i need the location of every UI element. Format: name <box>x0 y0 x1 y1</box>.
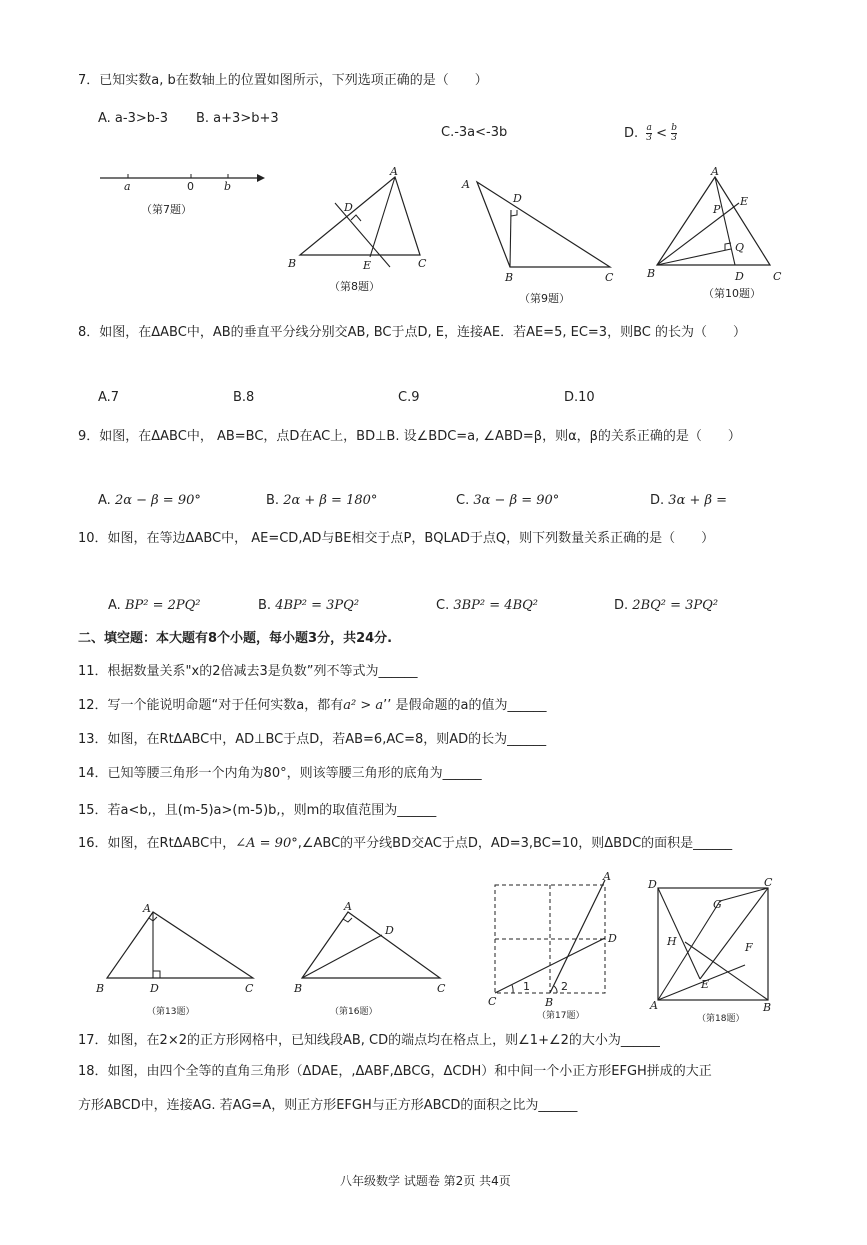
q9-option-b-expr: 2α + β = 180° <box>283 493 378 508</box>
page-footer: 八年级数学 试题卷 第2页 共4页 <box>340 1174 511 1188</box>
fig17-label-b: B <box>545 996 554 1009</box>
q8-option-d: D.10 <box>564 390 595 405</box>
fig16-label-d: D <box>385 924 394 937</box>
fig13-label-d: D <box>150 982 159 995</box>
fig9-label-c: C <box>605 271 614 284</box>
q16-expr: ∠A = 90° <box>235 836 298 851</box>
q16-post: ,∠ABC的平分线BD交AC于点D，AD=3,BC=10，则ΔBDC的面积是______ <box>297 836 733 851</box>
fig13-caption: （第13题） <box>147 1007 195 1017</box>
q8-stem: 8．如图，在ΔABC中，AB的垂直平分线分别交AB, BC于点D, E，连接AE．若AE=5, EC=3，则BC 的长为（ ） <box>78 325 746 340</box>
fig13-triangle <box>95 900 265 1025</box>
q9-option-a <box>98 492 201 510</box>
fig17-label-c: C <box>488 995 497 1008</box>
q10-option-c-expr: 3BP² = 4BQ² <box>453 598 538 613</box>
fig17-grid <box>485 870 625 1020</box>
fig7-caption: （第7题） <box>141 203 192 216</box>
q10-option-a-expr: BP² = 2PQ² <box>124 598 201 613</box>
q10-option-a-label: A. <box>108 598 121 613</box>
q9-option-d-label: D. <box>650 493 665 508</box>
fig18-label-e: E <box>701 978 710 991</box>
fig18-label-h: H <box>667 935 677 948</box>
fig9-label-b: B <box>505 271 514 284</box>
fig18-caption: （第18题） <box>697 1014 745 1024</box>
fig18-label-a: A <box>650 999 658 1012</box>
q12-expr: a² > a <box>343 698 384 713</box>
q15-text: 15．若a<b,，且(m-5)a>(m-5)b,，则m的取值范围为______ <box>78 803 437 818</box>
fig13-label-b: B <box>96 982 105 995</box>
q18-line1: 18．如图，由四个全等的直角三角形（ΔDAE，,ΔABF,ΔBCG，ΔCDH）和中间一个小正方形EFGH拼成的大正 <box>78 1064 712 1079</box>
fig17-angle-1: 1 <box>523 980 530 993</box>
fig8-caption: （第8题） <box>329 280 380 293</box>
q12-text <box>78 697 547 715</box>
fig17-caption: （第17题） <box>537 1011 585 1021</box>
q18-line2: 方形ABCD中，连接AG. 若AG=A，则正方形EFGH与正方形ABCD的面积之比为______ <box>78 1098 578 1113</box>
q9-option-d <box>650 492 727 510</box>
q7-less-than: < <box>656 126 668 141</box>
fig17-label-a: A <box>603 870 611 883</box>
fig18-label-b: B <box>763 1001 772 1014</box>
fig10-label-b: B <box>647 267 656 280</box>
q10-stem: 10．如图，在等边ΔABC中， AE=CD,AD与BE相交于点P，BQLAD于点Q，则下列数量关系正确的是（ ） <box>78 531 715 546</box>
q12-pre: 12．写一个能说明命题“对于任何实数a，都有 <box>78 698 344 713</box>
fig8-label-d: D <box>344 201 353 214</box>
q9-option-c-label: C. <box>456 493 470 508</box>
q9-option-c-expr: 3α − β = 90° <box>473 493 560 508</box>
q8-option-c: C.9 <box>398 390 420 405</box>
q16-pre: 16．如图，在RtΔABC中， <box>78 836 236 851</box>
q10-option-d-expr: 2BQ² = 3PQ² <box>632 598 719 613</box>
fig18-square <box>645 875 785 1025</box>
q8-option-b: B.8 <box>233 390 255 405</box>
fig17-label-d: D <box>608 932 617 945</box>
q10-option-a <box>108 597 201 615</box>
q12-post: ’’ 是假命题的a的值为______ <box>383 698 547 713</box>
fig10-caption: （第10题） <box>703 287 761 300</box>
fig13-label-a: A <box>143 902 151 915</box>
fig18-label-f: F <box>745 941 753 954</box>
fig7-label-a: a <box>124 180 131 193</box>
fig13-label-c: C <box>245 982 254 995</box>
fig10-triangle <box>645 165 795 305</box>
fig9-triangle <box>455 172 625 307</box>
fig8-label-a: A <box>390 165 398 178</box>
q10-option-b <box>258 597 359 615</box>
q7-option-c: C.-3a<-3b <box>441 125 508 140</box>
fig10-label-p: P <box>713 203 721 216</box>
q11-text: 11．根据数量关系"x的2倍减去3是负数”列不等式为______ <box>78 664 418 679</box>
fig16-triangle <box>290 900 460 1025</box>
q9-option-a-label: A. <box>98 493 111 508</box>
fig9-label-d: D <box>513 192 522 205</box>
q10-option-c-label: C. <box>436 598 450 613</box>
q9-option-c <box>456 492 559 510</box>
q7-frac-b-over-3: $\frac{b}{3}$ <box>671 123 677 143</box>
q17-text: 17．如图，在2×2的正方形网格中，已知线段AB, CD的端点均在格点上，则∠1+∠2的大小为______ <box>78 1033 660 1048</box>
fig7-number-line <box>95 160 270 220</box>
q7-stem: 7．已知实数a, b在数轴上的位置如图所示，下列选项正确的是（ ） <box>78 73 488 88</box>
fig10-label-q: Q <box>735 241 745 254</box>
q9-option-b <box>266 492 377 510</box>
fig16-label-b: B <box>294 982 303 995</box>
fig10-label-d: D <box>735 270 744 283</box>
fig8-label-b: B <box>288 257 297 270</box>
fig18-label-g: G <box>713 898 722 911</box>
fig10-label-e: E <box>740 195 749 208</box>
fig10-label-a: A <box>711 165 719 178</box>
q10-option-b-expr: 4BP² = 3PQ² <box>275 598 360 613</box>
section-2-title: 二、填空题：本大题有8个小题，每小题3分，共24分. <box>78 631 393 646</box>
fig9-caption: （第9题） <box>519 292 570 305</box>
fig18-label-d: D <box>648 878 657 891</box>
fig7-label-b: b <box>224 180 232 193</box>
q7-option-b: B. a+3>b+3 <box>196 111 279 126</box>
q9-option-d-expr: 3α + β = <box>668 493 728 508</box>
fig8-label-c: C <box>418 257 427 270</box>
q14-text: 14．已知等腰三角形一个内角为80°，则该等腰三角形的底角为______ <box>78 766 482 781</box>
q10-option-d-label: D. <box>614 598 629 613</box>
q9-option-a-expr: 2α − β = 90° <box>114 493 201 508</box>
q7-option-d-label: D. <box>624 126 639 141</box>
q10-option-d <box>614 597 718 615</box>
q13-text: 13．如图，在RtΔABC中，AD⊥BC于点D，若AB=6,AC=8，则AD的长为______ <box>78 732 547 747</box>
q10-option-c <box>436 597 538 615</box>
fig17-angle-2: 2 <box>561 980 568 993</box>
fig9-label-a: A <box>462 178 470 191</box>
q7-option-a: A. a-3>b-3 <box>98 111 168 126</box>
q7-frac-a-over-3: $\frac{a}{3}$ <box>646 123 653 143</box>
q9-option-b-label: B. <box>266 493 280 508</box>
fig16-label-c: C <box>437 982 446 995</box>
fig16-label-a: A <box>344 900 352 913</box>
q7-option-d <box>624 124 677 143</box>
q16-text <box>78 835 732 853</box>
q9-stem: 9．如图，在ΔABC中， AB=BC，点D在AC上，BD⊥B. 设∠BDC=a, ∠ABD=β，则α，β的关系正确的是（ ） <box>78 429 741 444</box>
fig8-triangle <box>285 165 435 300</box>
fig8-label-e: E <box>363 259 372 272</box>
q10-option-b-label: B. <box>258 598 272 613</box>
fig10-label-c: C <box>773 270 782 283</box>
fig16-caption: （第16题） <box>330 1007 378 1017</box>
fig18-label-c: C <box>764 876 773 889</box>
fig7-label-0: 0 <box>187 180 194 193</box>
q8-option-a: A.7 <box>98 390 120 405</box>
